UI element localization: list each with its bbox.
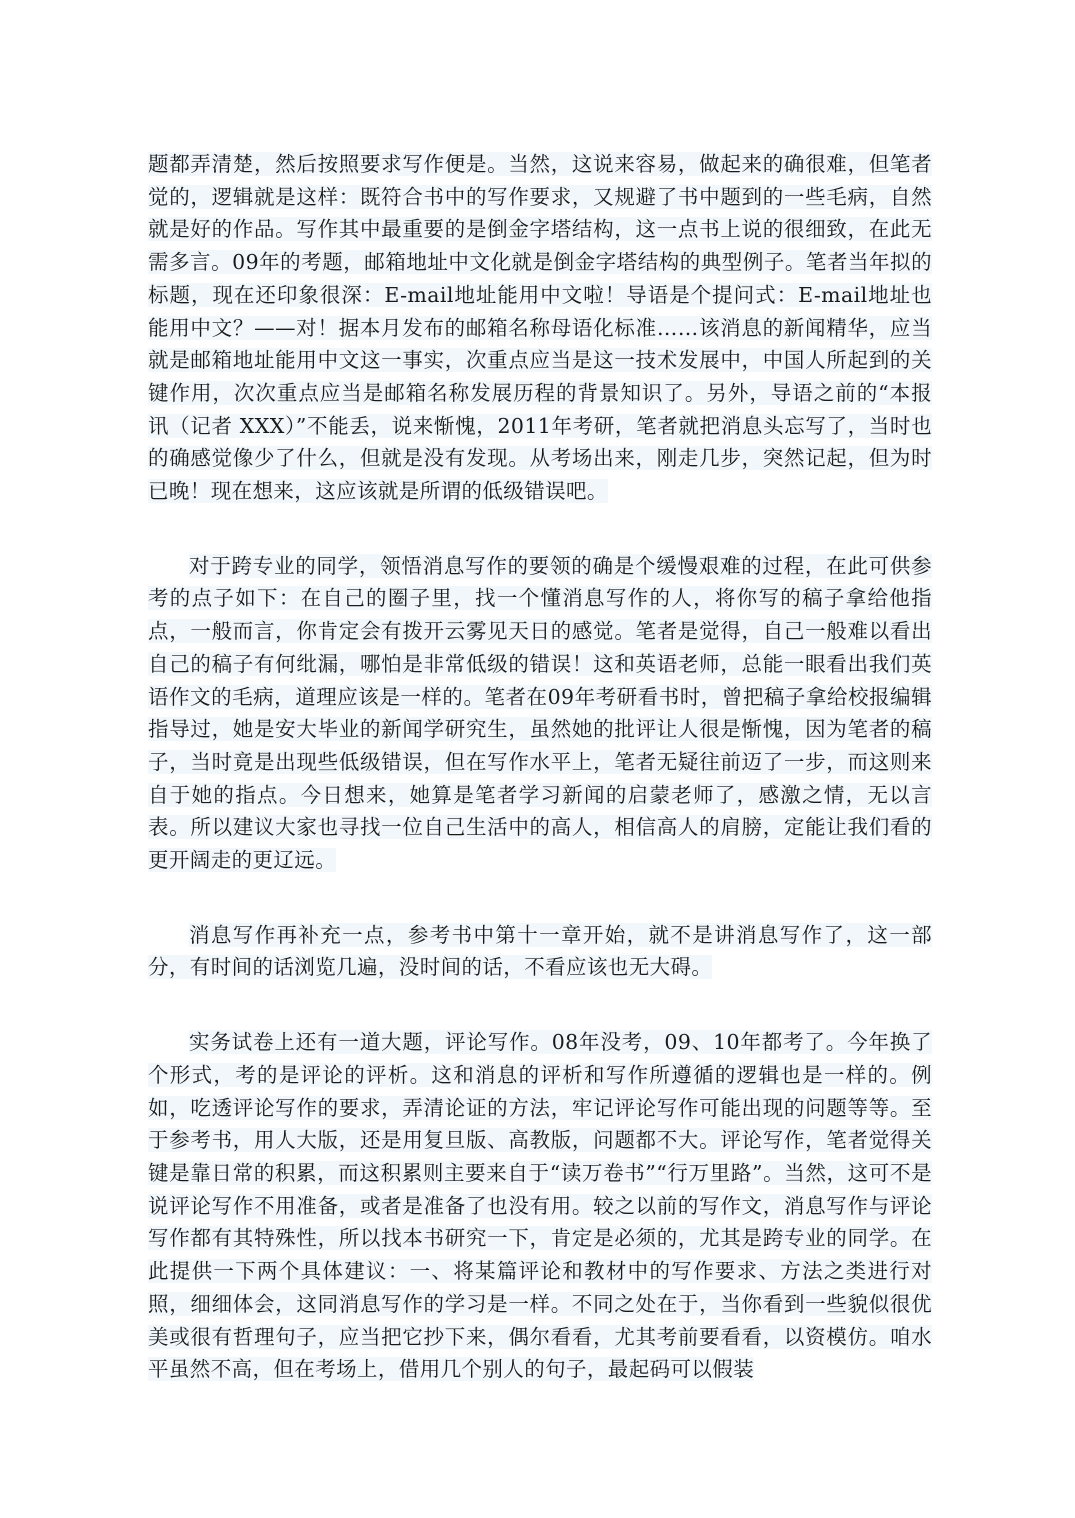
paragraph-2 bbox=[148, 550, 932, 877]
paragraph-1-text: 题都弄清楚，然后按照要求写作便是。当然，这说来容易，做起来的确很难，但笔者觉的，逻辑就是这样：既符合书中的写作要求，又规避了书中题到的一些毛病，自然就是好的作品。写作其中最重要的是倒金字塔结构，这一点书上说的很细致，在此无需多言。09年的考题，邮箱地址中文化就是倒金字塔结构的典型例子。笔者当年拟的标题，现在还印象很深：E-mail地址能用中文啦！导语是个提问式：E-mail地址也能用中文？——对！据本月发布的邮箱名称母语化标准……该消息的新闻精华，应当就是邮箱地址能用中文这一事实，次重点应当是这一技术发展中，中国人所起到的关键作用，次次重点应当是邮箱名称发展历程的背景知识了。另外，导语之前的“本报讯（记者 XXX）”不能丢，说来惭愧，2011年考研，笔者就把消息头忘写了，当时也的确感觉像少了什么，但就是没有发现。从考场出来，刚走几步，突然记起，但为时已晚！现在想来，这应该就是所谓的低级错误吧。 bbox=[148, 152, 932, 504]
document-page bbox=[148, 148, 932, 1386]
paragraph-3-text: 消息写作再补充一点，参考书中第十一章开始，就不是讲消息写作了，这一部分，有时间的话浏览几遍，没时间的话，不看应该也无大碍。 bbox=[148, 922, 932, 980]
paragraph-1 bbox=[148, 148, 932, 508]
paragraph-4 bbox=[148, 1026, 932, 1386]
paragraph-2-text: 对于跨专业的同学，领悟消息写作的要领的确是个缓慢艰难的过程，在此可供参考的点子如下：在自己的圈子里，找一个懂消息写作的人，将你写的稿子拿给他指点，一般而言，你肯定会有拨开云雾见天日的感觉。笔者是觉得，自己一般难以看出自己的稿子有何纰漏，哪怕是非常低级的错误！这和英语老师，总能一眼看出我们英语作文的毛病，道理应该是一样的。笔者在09年考研看书时，曾把稿子拿给校报编辑指导过，她是安大毕业的新闻学研究生，虽然她的批评让人很是惭愧，因为笔者的稿子，当时竟是出现些低级错误，但在写作水平上，笔者无疑往前迈了一步，而这则来自于她的指点。今日想来，她算是笔者学习新闻的启蒙老师了，感激之情，无以言表。所以建议大家也寻找一位自己生活中的高人，相信高人的肩膀，定能让我们看的更开阔走的更辽远。 bbox=[148, 553, 932, 873]
paragraph-4-text: 实务试卷上还有一道大题，评论写作。08年没考，09、10年都考了。今年换了个形式，考的是评论的评析。这和消息的评析和写作所遵循的逻辑也是一样的。例如，吃透评论写作的要求，弄清论证的方法，牢记评论写作可能出现的问题等等。至于参考书，用人大版，还是用复旦版、高教版，问题都不大。评论写作，笔者觉得关键是靠日常的积累，而这积累则主要来自于“读万卷书”“行万里路”。当然，这可不是说评论写作不用准备，或者是准备了也没有用。较之以前的写作文，消息写作与评论写作都有其特殊性，所以找本书研究一下，肯定是必须的，尤其是跨专业的同学。在此提供一下两个具体建议：一、将某篇评论和教材中的写作要求、方法之类进行对照，细细体会，这同消息写作的学习是一样。不同之处在于，当你看到一些貌似很优美或很有哲理句子，应当把它抄下来，偶尔看看，尤其考前要看看，以资模仿。咱水平虽然不高，但在考场上，借用几个别人的句子，最起码可以假装 bbox=[148, 1030, 932, 1382]
paragraph-3 bbox=[148, 919, 932, 984]
